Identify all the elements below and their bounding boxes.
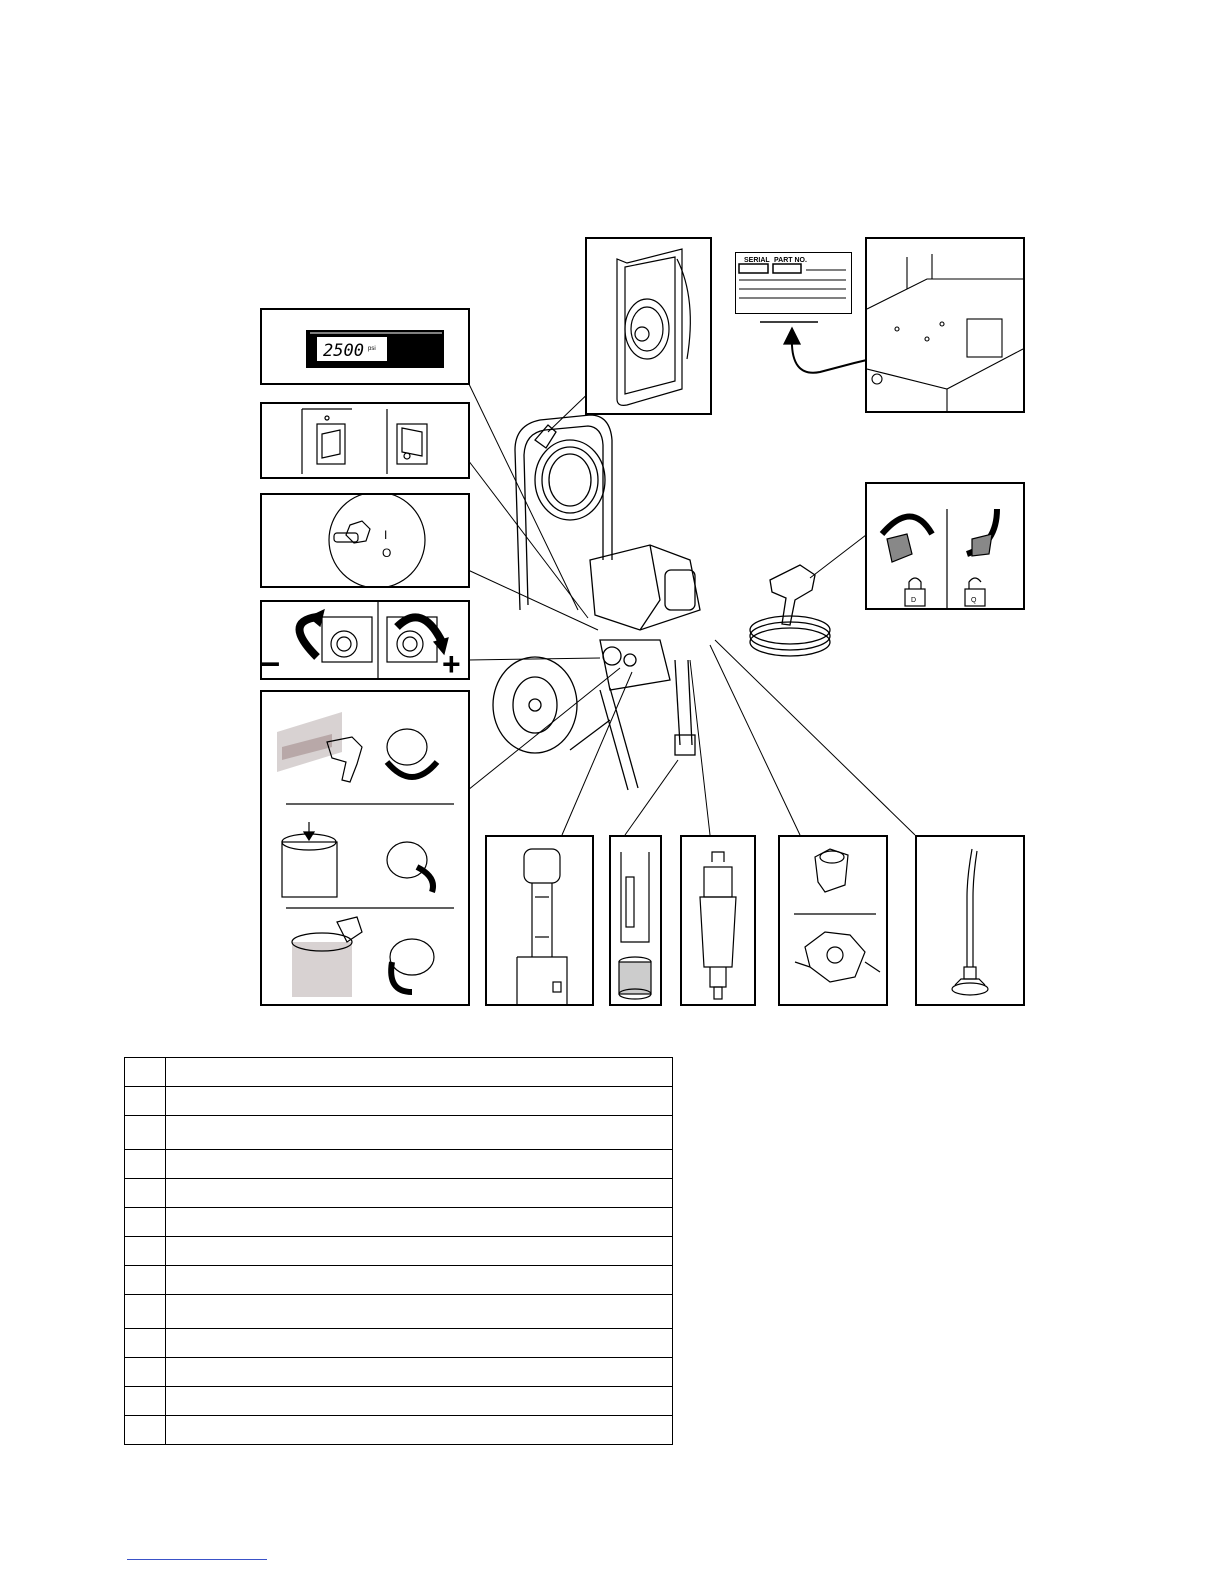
suction-tube-panel <box>915 835 1025 1006</box>
item-description-cell <box>166 1266 673 1295</box>
item-number-cell <box>125 1087 166 1116</box>
serial-label-panel <box>735 252 852 314</box>
prime-valve-steps-panel <box>260 690 470 1006</box>
part-no-label-text: PART NO. <box>774 257 807 264</box>
suction-tube-icon <box>917 837 1023 1004</box>
leader-lines <box>468 382 915 835</box>
table-row <box>125 1087 673 1116</box>
inlet-strainer-panel <box>609 835 662 1006</box>
table-row <box>125 1387 673 1416</box>
pressure-unit: psi <box>368 346 376 352</box>
item-description-cell <box>166 1150 673 1179</box>
inlet-strainer-icon <box>611 837 660 1004</box>
item-description-cell <box>166 1387 673 1416</box>
table-row <box>125 1150 673 1179</box>
increase-mark: + <box>442 646 461 678</box>
unlocked-mark: Q <box>971 597 977 604</box>
item-description-cell <box>166 1058 673 1087</box>
item-number-cell <box>125 1416 166 1445</box>
pump-rod-panel <box>485 835 594 1006</box>
toggle-switch-icon <box>262 495 468 586</box>
item-description-cell <box>166 1237 673 1266</box>
switch-on-mark: I <box>384 528 388 542</box>
table-row <box>125 1266 673 1295</box>
lcd-display-icon <box>262 310 468 383</box>
item-number-cell <box>125 1208 166 1237</box>
filter-assembly-panel <box>680 835 756 1006</box>
hose-reel-icon <box>587 239 710 413</box>
prime-valve-steps-icon <box>262 692 468 1004</box>
table-row <box>125 1208 673 1237</box>
item-description-cell <box>166 1179 673 1208</box>
power-switch-panel <box>260 402 470 479</box>
item-number-cell <box>125 1179 166 1208</box>
locked-mark: D <box>911 597 917 604</box>
item-number-cell <box>125 1266 166 1295</box>
switch-off-mark: O <box>382 546 392 560</box>
item-description-cell <box>166 1329 673 1358</box>
table-row <box>125 1295 673 1329</box>
pressure-knob-icon <box>262 602 468 678</box>
table-row <box>125 1329 673 1358</box>
pressure-knob-panel <box>260 600 470 680</box>
item-description-cell <box>166 1087 673 1116</box>
item-description-cell <box>166 1208 673 1237</box>
pressure-display-panel <box>260 308 470 385</box>
table-row <box>125 1058 673 1087</box>
filter-assembly-icon <box>682 837 754 1004</box>
hose-reel-panel <box>585 237 712 415</box>
component-legend-table <box>124 1057 673 1445</box>
item-number-cell <box>125 1150 166 1179</box>
trigger-lock-icon <box>867 484 1023 608</box>
serial-label-icon <box>736 253 851 313</box>
spray-gun-parts-icon <box>780 837 886 1004</box>
item-number-cell <box>125 1116 166 1150</box>
trigger-lock-panel <box>865 482 1025 610</box>
table-row <box>125 1179 673 1208</box>
item-number-cell <box>125 1387 166 1416</box>
table-row <box>125 1237 673 1266</box>
serial-label-text: SERIAL <box>744 257 770 264</box>
spray-gun-parts-panel <box>778 835 888 1006</box>
item-description-cell <box>166 1416 673 1445</box>
table-row <box>125 1358 673 1387</box>
pump-rod-icon <box>487 837 592 1004</box>
toggle-switch-panel <box>260 493 470 588</box>
pressure-value: 2500 <box>323 341 364 361</box>
item-number-cell <box>125 1058 166 1087</box>
sprayer-unit-illustration <box>493 415 830 790</box>
item-number-cell <box>125 1358 166 1387</box>
rocker-switch-icon <box>262 404 468 477</box>
item-description-cell <box>166 1116 673 1150</box>
footer-link[interactable] <box>127 1551 267 1560</box>
item-number-cell <box>125 1237 166 1266</box>
table-row <box>125 1416 673 1445</box>
label-location-panel <box>865 237 1025 413</box>
item-number-cell <box>125 1295 166 1329</box>
item-number-cell <box>125 1329 166 1358</box>
frame-label-location-icon <box>867 239 1023 411</box>
decrease-mark: – <box>262 641 281 678</box>
item-description-cell <box>166 1358 673 1387</box>
item-description-cell <box>166 1295 673 1329</box>
table-row <box>125 1116 673 1150</box>
